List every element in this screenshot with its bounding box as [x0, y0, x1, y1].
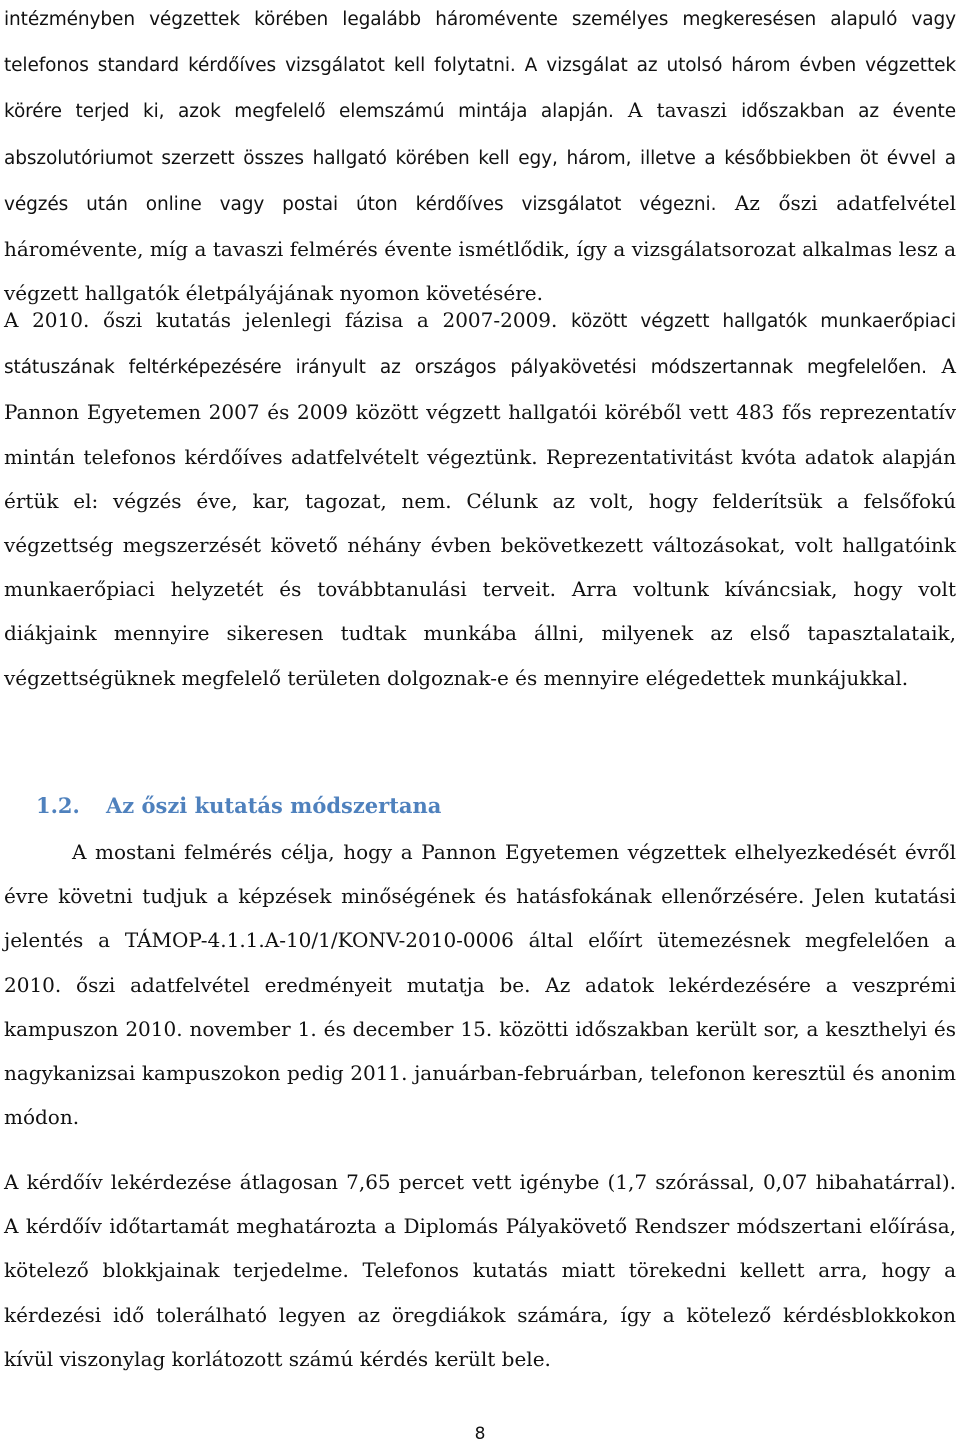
paragraph-fall-research	[4, 298, 956, 700]
intro-text-d: Az őszi adatfelvétel háromévente, míg a tavaszi felmérés évente ismétlődik, így a vizsgálatsorozat alkalmas lesz a végzett hallgatók életpályájának nyomon követésére.	[4, 190, 956, 306]
section-number: 1.2.	[36, 793, 80, 818]
intro-text-b: A tavaszi	[627, 98, 727, 123]
intro-text-c: időszakban az évente abszolutóriumot szerzett összes hallgató körében kell egy, három, illetve a későbbiekben öt évvel a végzés után online vagy postai úton kérdőíves vizsgálatot végezni.	[4, 101, 956, 215]
intro-text-a: intézményben végzettek körében legalább háromévente személyes megkeresésen alapuló vagy telefonos standard kérdőíves vizsgálatot kell folytatni. A vizsgálat az utolsó három évben végzettek körére terjed ki, azok megfelelő elemszámú mintája alapján.	[4, 9, 956, 123]
page-number: 8	[474, 1424, 486, 1444]
paragraph-questionnaire	[4, 1160, 956, 1381]
section-title: Az őszi kutatás módszertana	[106, 793, 442, 818]
fall-research-text-b: között végzett hallgatók munkaerőpiaci státuszának feltérképezésére irányult az országos pályakövetési módszertannak megfelelően.	[4, 311, 957, 379]
paragraph-intro	[4, 0, 956, 315]
fall-research-text-a: A 2010. őszi kutatás jelenlegi fázisa a 2007-2009.	[4, 308, 558, 332]
section-heading	[36, 786, 441, 826]
questionnaire-text: A kérdőív lekérdezése átlagosan 7,65 percet vett igénybe (1,7 szórással, 0,07 hibahatárral). A kérdőív időtartamát meghatározta a Diplomás Pályakövető Rendszer módszertani előírása, kötelező blokkjainak terjedelme. Telefonos kutatás miatt törekedni kellett arra, hogy a kérdezési idő tolerálható legyen az öregdiákok számára, így a kötelező kérdésblokkokon kívül viszonylag korlátozott számú kérdés került bele.	[4, 1170, 956, 1371]
fall-research-text-c: A Pannon Egyetemen 2007 és 2009 között végzett hallgatói köréből vett 483 fős reprezentatív mintán telefonos kérdőíves adatfelvételt végeztünk. Reprezentativitást kvóta adatok alapján értük el: végzés éve, kar, tagozat, nem. Célunk az volt, hogy felderítsük a felsőfokú végzettség megszerzését követő néhány évben bekövetkezett változásokat, volt hallgatóink munkaerőpiaci helyzetét és továbbtanulási terveit. Arra voltunk kíváncsiak, hogy volt diákjaink mennyire sikeresen tudtak munkába állni, milyenek az első tapasztalataik, végzettségüknek megfelelő területen dolgoznak-e és mennyire elégedettek munkájukkal.	[4, 354, 956, 690]
methodology-text: A mostani felmérés célja, hogy a Pannon Egyetemen végzettek elhelyezkedését évről évre követni tudjuk a képzések minőségének és hatásfokának ellenőrzésére. Jelen kutatási jelentés a TÁMOP-4.1.1.A-10/1/KONV-2010-0006 által előírt ütemezésnek megfelelően a 2010. őszi adatfelvétel eredményeit mutatja be. Az adatok lekérdezésére a veszprémi kampuszon 2010. november 1. és december 15. közötti időszakban került sor, a keszthelyi és nagykanizsai kampuszokon pedig 2011. januárban-februárban, telefonon keresztül és anonim módon.	[4, 840, 956, 1130]
paragraph-methodology	[4, 830, 956, 1139]
